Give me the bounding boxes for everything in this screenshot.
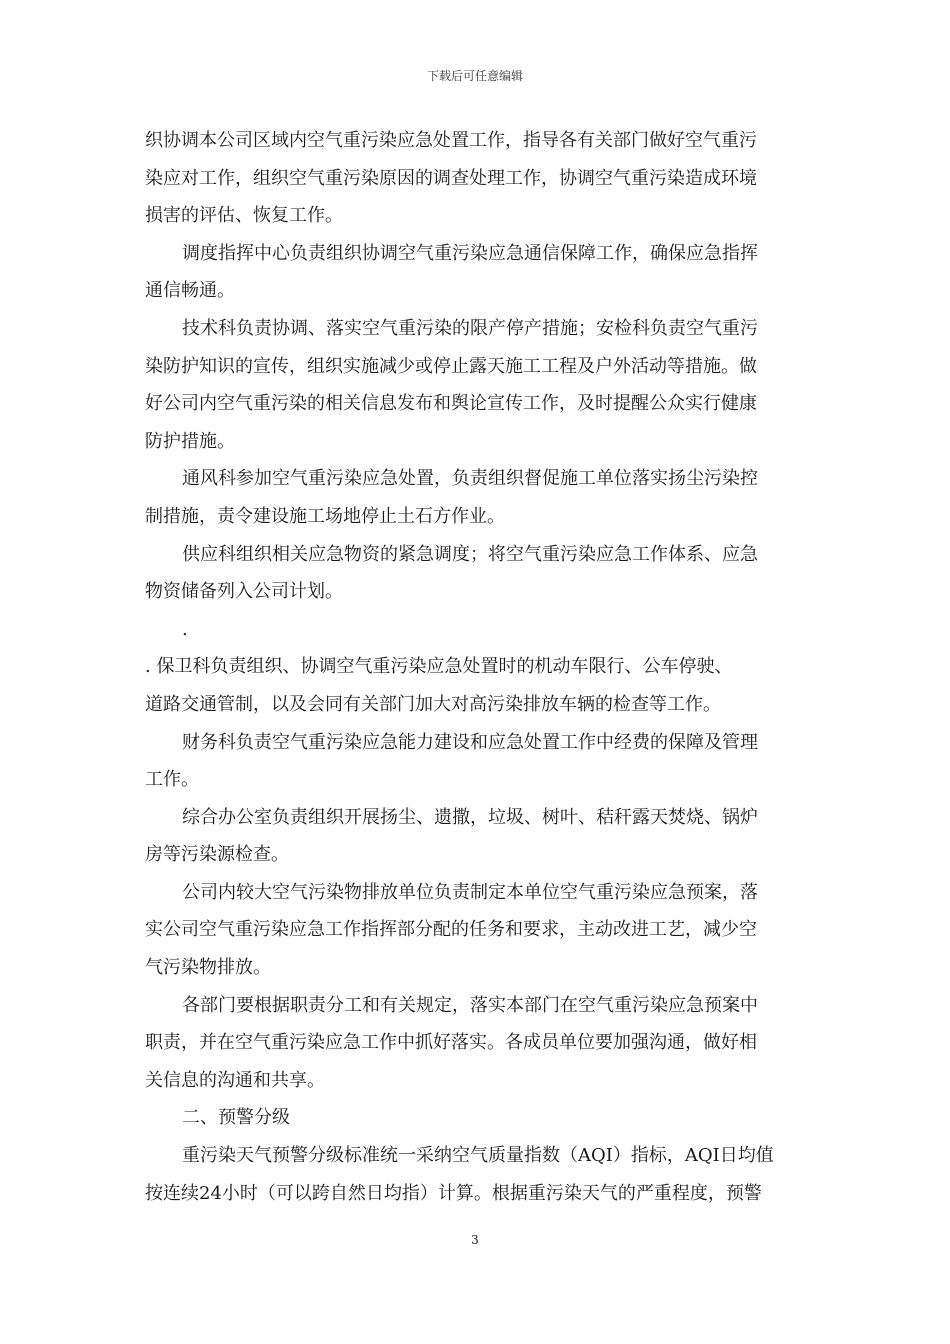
paragraph-start: 各部门要根据职责分工和有关规定，落实本部门在空气重污染应急预案中 <box>182 994 758 1016</box>
paragraph-start: 重污染天气预警分级标准统一采纳空气质量指数（AQI）指标，AQI日均值 <box>182 1145 774 1167</box>
text-line: 关信息的沟通和共享。 <box>145 1069 325 1091</box>
text-line: 染防护知识的宣传，组织实施减少或停止露天施工工程及户外活动等措施。做 <box>145 355 757 377</box>
text-line: 通信畅通。 <box>145 280 235 302</box>
text-line: 按连续24小时（可以跨自然日均指）计算。根据重污染天气的严重程度，预警 <box>145 1182 762 1204</box>
document-body <box>145 122 809 1212</box>
text-line: . 保卫科负责组织、协调空气重污染应急处置时的机动车限行、公车停驶、 <box>145 656 733 678</box>
paragraph-start: 财务科负责空气重污染应急能力建设和应急处置工作中经费的保障及管理 <box>182 731 758 753</box>
paragraph-start: 调度指挥中心负责组织协调空气重污染应急通信保障工作，确保应急指挥 <box>182 242 758 264</box>
text-line: 染应对工作，组织空气重污染原因的调查处理工作，协调空气重污染造成环境 <box>145 167 757 189</box>
text-line: 好公司内空气重污染的相关信息发布和舆论宣传工作，及时提醒公众实行健康 <box>145 393 757 415</box>
text-line: 织协调本公司区域内空气重污染应急处置工作，指导各有关部门做好空气重污 <box>145 130 757 151</box>
paragraph-start: 通风科参加空气重污染应急处置，负责组织督促施工单位落实扬尘污染控 <box>182 468 758 490</box>
paragraph-start: 技术科负责协调、落实空气重污染的限产停产措施；安检科负责空气重污 <box>182 317 758 339</box>
text-line: 房等污染源检查。 <box>145 844 289 866</box>
text-line: 物资储备列入公司计划。 <box>145 581 343 603</box>
text-line: 工作。 <box>145 769 199 791</box>
text-line: 气污染物排放。 <box>145 957 271 979</box>
text-line: 损害的评估、恢复工作。 <box>145 205 343 227</box>
text-line: 职责，并在空气重污染应急工作中抓好落实。各成员单位要加强沟通，做好相 <box>145 1032 757 1054</box>
text-line: 制措施，责令建设施工场地停止土石方作业。 <box>145 505 505 527</box>
paragraph-start: 公司内较大空气污染物排放单位负责制定本单位空气重污染应急预案，落 <box>182 881 758 903</box>
stray-dot: . <box>182 618 188 640</box>
text-line: 防护措施。 <box>145 430 235 452</box>
paragraph-start: 供应科组织相关应急物资的紧急调度；将空气重污染应急工作体系、应急 <box>182 543 758 565</box>
page-header: 下载后可任意编辑 <box>426 69 523 83</box>
section-heading: 二、预警分级 <box>182 1107 290 1129</box>
paragraph-start: 综合办公室负责组织开展扬尘、遗撒，垃圾、树叶、秸秆露天焚烧、锅炉 <box>182 806 758 828</box>
text-line: 实公司空气重污染应急工作指挥部分配的任务和要求，主动改进工艺，减少空 <box>145 919 757 941</box>
text-line: 道路交通管制，以及会同有关部门加大对高污染排放车辆的检查等工作。 <box>145 693 721 715</box>
page-number: 3 <box>471 1233 479 1247</box>
